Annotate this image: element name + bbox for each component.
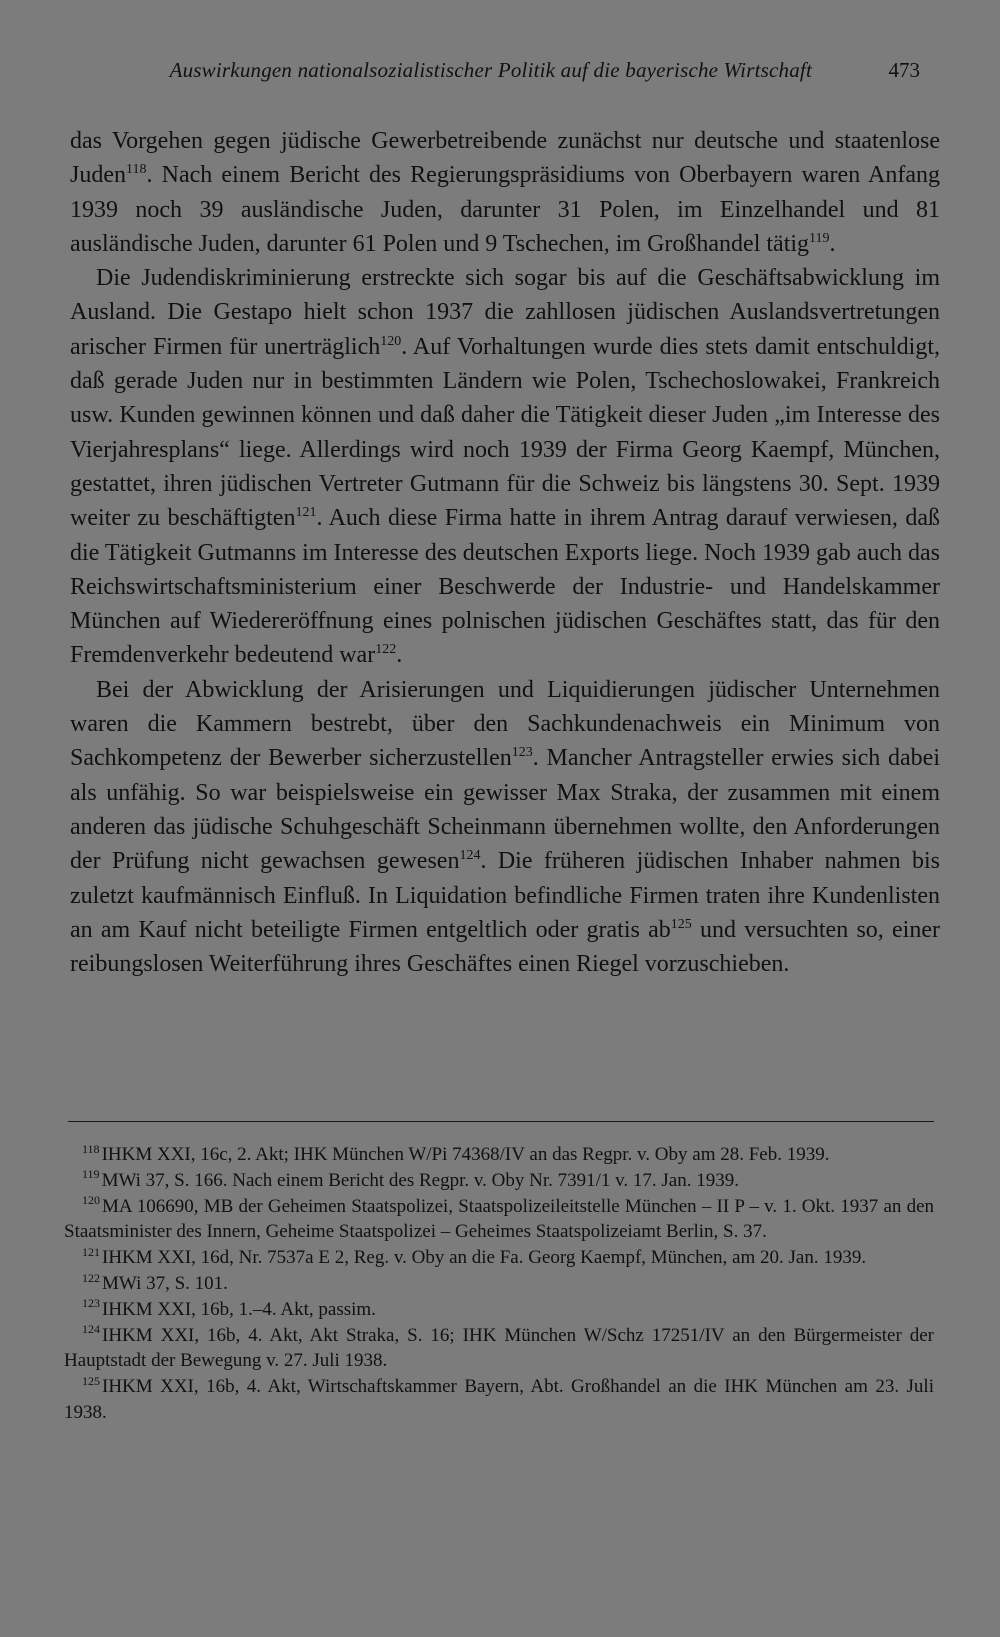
footnote-reference[interactable]: 118	[126, 162, 147, 178]
footnote-number: 119	[82, 1167, 100, 1182]
text-run: und versuchten so, einer reibungslosen Weiterführung ihres Geschäftes einen Riegel vorzuschieben.	[70, 916, 940, 978]
footnote-text: IHKM XXI, 16d, Nr. 7537a E 2, Reg. v. Oby an die Fa. Georg Kaempf, München, am 20. Jan. 1939.	[102, 1247, 867, 1269]
footnote	[64, 1323, 934, 1375]
footnote-text: MA 106690, MB der Geheimen Staatspolizei, Staatspolizeileitstelle München – II P – v. 1. Okt. 1937 an den Staatsminister des Innern, Geheime Staatspolizei – Geheimes Staatspolizeiamt Berlin, S. 37.	[64, 1195, 934, 1243]
footnote-separator	[68, 1121, 934, 1122]
running-header	[70, 58, 930, 94]
footnote-text: IHKM XXI, 16c, 2. Akt; IHK München W/Pi 74368/IV an das Regpr. v. Oby am 28. Feb. 1939.	[101, 1144, 830, 1165]
footnote-text: MWi 37, S. 101.	[102, 1272, 228, 1294]
footnote-text: IHKM XXI, 16b, 1.–4. Akt, passim.	[102, 1298, 376, 1320]
text-run: . Nach einem Bericht des Regierungspräsidiums von Oberbayern waren Anfang 1939 noch 39 ausländische Juden, darunter 31 Polen, im Einzelhandel und 81 ausländische Juden, darunter 61 Polen und 9 Tschechen, im Großhandel tätig	[70, 162, 940, 257]
footnote-reference[interactable]: 119	[809, 230, 830, 246]
paragraph	[70, 261, 940, 673]
footnote	[64, 1297, 934, 1323]
footnote	[64, 1374, 934, 1426]
footnote-number: 121	[82, 1244, 100, 1259]
footnote-text: IHKM XXI, 16b, 4. Akt, Wirtschaftskammer Bayern, Abt. Großhandel an die IHK München am 23. Juli 1938.	[64, 1376, 934, 1423]
main-text	[70, 124, 940, 981]
text-run: . Mancher Antragsteller erwies sich dabei als unfähig. So war beispielsweise ein gewisser Max Straka, der zusammen mit einem anderen das jüdische Schuhgeschäft Scheinmann übernehmen wollte, den Anforderungen der Prüfung nicht gewachsen gewesen	[70, 745, 940, 875]
text-run: .	[829, 230, 836, 257]
footnotes	[64, 1142, 934, 1426]
footnote-number: 124	[82, 1322, 100, 1337]
footnote-reference[interactable]: 122	[375, 642, 397, 658]
text-run: Die Judendiskriminierung erstreckte sich sogar bis auf die Geschäftsabwicklung im Ausland. Die Gestapo hielt schon 1937 die zahllosen jüdischen Auslandsvertretungen arischer Firmen für unerträglich	[70, 265, 940, 360]
footnote-number: 122	[82, 1270, 100, 1285]
paragraph	[70, 124, 940, 261]
footnote-number: 123	[82, 1296, 100, 1311]
footnote-number: 125	[82, 1373, 100, 1388]
footnote-reference[interactable]: 125	[670, 916, 692, 932]
footnote-text: MWi 37, S. 166. Nach einem Bericht des Regpr. v. Oby Nr. 7391/1 v. 17. Jan. 1939.	[101, 1169, 739, 1191]
text-run: das Vorgehen gegen jüdische Gewerbetreibende zunächst nur deutsche und staatenlose Juden	[70, 128, 940, 189]
text-run: . Auch diese Firma hatte in ihrem Antrag darauf verwiesen, daß die Tätigkeit Gutmanns im Interesse des deutschen Exports liege. Noch 1939 gab auch das Reichswirtschaftsministerium einer Beschwerde der Industrie- und Handelskammer München auf Wiedereröffnung eines polnischen jüdischen Geschäftes statt, das für den Fremdenverkehr bedeutend war	[70, 505, 941, 669]
footnote-reference[interactable]: 123	[511, 745, 533, 761]
paragraph	[70, 673, 940, 982]
footnote	[64, 1168, 934, 1194]
text-run: . Die früheren jüdischen Inhaber nahmen bis zuletzt kaufmännisch Einfluß. In Liquidation befindliche Firmen traten ihre Kundenlisten an am Kauf nicht beteiligte Firmen entgeltlich oder gratis ab	[70, 848, 940, 943]
page-number: 473	[888, 58, 920, 82]
footnote	[64, 1245, 934, 1271]
footnote-reference[interactable]: 121	[295, 505, 317, 521]
text-run: .	[396, 642, 403, 669]
footnote-reference[interactable]: 120	[380, 333, 402, 349]
running-title: Auswirkungen nationalsozialistischer Politik auf die bayerische Wirtschaft	[169, 58, 812, 82]
footnote-number: 120	[82, 1193, 100, 1208]
footnote-reference[interactable]: 124	[459, 848, 481, 864]
footnote-number: 118	[82, 1141, 100, 1156]
text-run: Bei der Abwicklung der Arisierungen und Liquidierungen jüdischer Unternehmen waren die Kammern bestrebt, über den Sachkundenachweis ein Minimum von Sachkompetenz der Bewerber sicherzustellen	[70, 676, 940, 772]
footnote	[64, 1142, 934, 1168]
text-run: . Auf Vorhaltungen wurde dies stets damit entschuldigt, daß gerade Juden nur in bestimmten Ländern wie Polen, Tschechoslowakei, Frankreich usw. Kunden gewinnen können und daß daher die Tätigkeit dieser Juden „im Interesse des Vierjahresplans“ liege. Allerdings wird noch 1939 der Firma Georg Kaempf, München, gestattet, ihren jüdischen Vertreter Gutmann für die Schweiz bis längstens 30. Sept. 1939 weiter zu beschäftigten	[70, 333, 940, 532]
footnote	[64, 1271, 934, 1297]
footnote	[64, 1194, 934, 1246]
footnote-text: IHKM XXI, 16b, 4. Akt, Akt Straka, S. 16; IHK München W/Schz 17251/IV an den Bürgermeister der Hauptstadt der Bewegung v. 27. Juli 1938.	[64, 1324, 934, 1372]
